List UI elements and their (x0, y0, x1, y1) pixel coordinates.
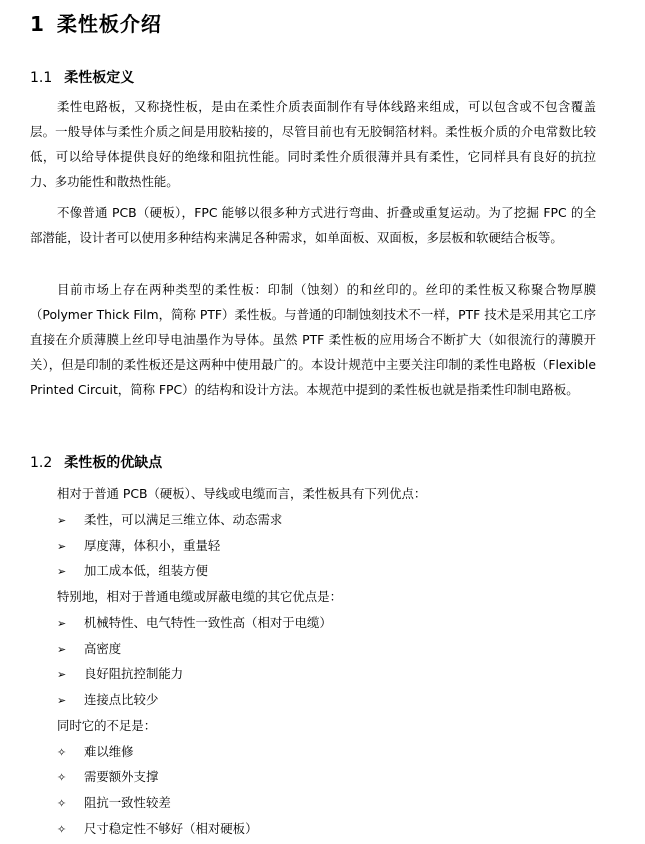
list-item: ➢ 良好阻抗控制能力 (57, 661, 183, 687)
list-item: ➢ 加工成本低，组装方便 (57, 558, 208, 584)
intro-advantages: 相对于普通 PCB（硬板）、导线或电缆而言，柔性板具有下列优点： (57, 486, 427, 501)
section-title: 柔性板介绍 (56, 12, 162, 36)
section-heading (30, 8, 162, 37)
paragraph-fpc-bending: 不像普通 PCB（硬板），FPC 能够以很多种方式进行弯曲、折叠或重复运动。为了挖掘 FPC 的全部潜能，设计者可以使用多种结构来满足各种需求，如单面板、双面板，多层板和软硬结合板等。 (30, 205, 596, 245)
list-item: ➢ 连接点比较少 (57, 687, 158, 713)
diamond-bullet-icon: ✧ (57, 823, 67, 836)
paragraph-types: 目前市场上存在两种类型的柔性板：印制（蚀刻）的和丝印的。丝印的柔性板又称聚合物厚膜（Polymer Thick Film，简称 PTF）柔性板。与普通的印制蚀刻技术不一样，PTF 技术是采用其它工序直接在介质薄膜上丝印导电油墨作为导体。虽然 PTF 柔性板的应用场合不断扩大（如很流行的薄膜开关），但是印制的柔性板还是这两种中使用最广的。本设计规范中主要关注印制的柔性电路板（Flexible Printed Circuit，简称 FPC）的结构和设计方法。本规范中提到的柔性板也就是指柔性印制电路板。 (30, 282, 596, 397)
diamond-bullet-icon: ✧ (57, 746, 67, 759)
list-item: ➢ 柔性，可以满足三维立体、动态需求 (57, 507, 282, 533)
subsection-heading-1 (30, 67, 134, 87)
subsection-title: 柔性板定义 (64, 70, 135, 86)
intro-disadvantages: 同时它的不足是： (57, 718, 157, 733)
list-item: ➢ 机械特性、电气特性一致性高（相对于电缆） (57, 610, 332, 636)
diamond-bullet-icon: ✧ (57, 771, 67, 784)
paragraph-definition: 柔性电路板，又称挠性板，是由在柔性介质表面制作有导体线路来组成，可以包含或不包含覆盖层。一般导体与柔性介质之间是用胶粘接的，尽管目前也有无胶铜箔材料。柔性板介质的介电常数比较低，可以给导体提供良好的绝缘和阻抗性能。同时柔性介质很薄并具有柔性，它同样具有良好的抗拉力、多功能性和散热性能。 (30, 99, 596, 189)
diamond-bullet-icon: ✧ (57, 797, 67, 810)
list-item: ➢ 高密度 (57, 636, 121, 662)
arrow-bullet-icon: ➢ (57, 643, 67, 656)
list-item: ✧ 尺寸稳定性不够好（相对硬板） (57, 816, 257, 842)
section-number: 1 (30, 12, 45, 36)
subsection-number: 1.2 (30, 455, 53, 471)
arrow-bullet-icon: ➢ (57, 540, 67, 553)
arrow-bullet-icon: ➢ (57, 514, 67, 527)
arrow-bullet-icon: ➢ (57, 694, 67, 707)
subsection-heading-2 (30, 452, 162, 472)
list-item: ✧ 阻抗一致性较差 (57, 790, 171, 816)
arrow-bullet-icon: ➢ (57, 668, 67, 681)
subsection-number: 1.1 (30, 70, 53, 86)
list-item: ✧ 难以维修 (57, 739, 134, 765)
list-item: ✧ 需要额外支撑 (57, 764, 158, 790)
intro-cable-advantages: 特别地，相对于普通电缆或屏蔽电缆的其它优点是： (57, 589, 342, 604)
list-item: ➢ 厚度薄，体积小，重量轻 (57, 533, 220, 559)
arrow-bullet-icon: ➢ (57, 617, 67, 630)
arrow-bullet-icon: ➢ (57, 565, 67, 578)
subsection-title: 柔性板的优缺点 (64, 455, 163, 471)
